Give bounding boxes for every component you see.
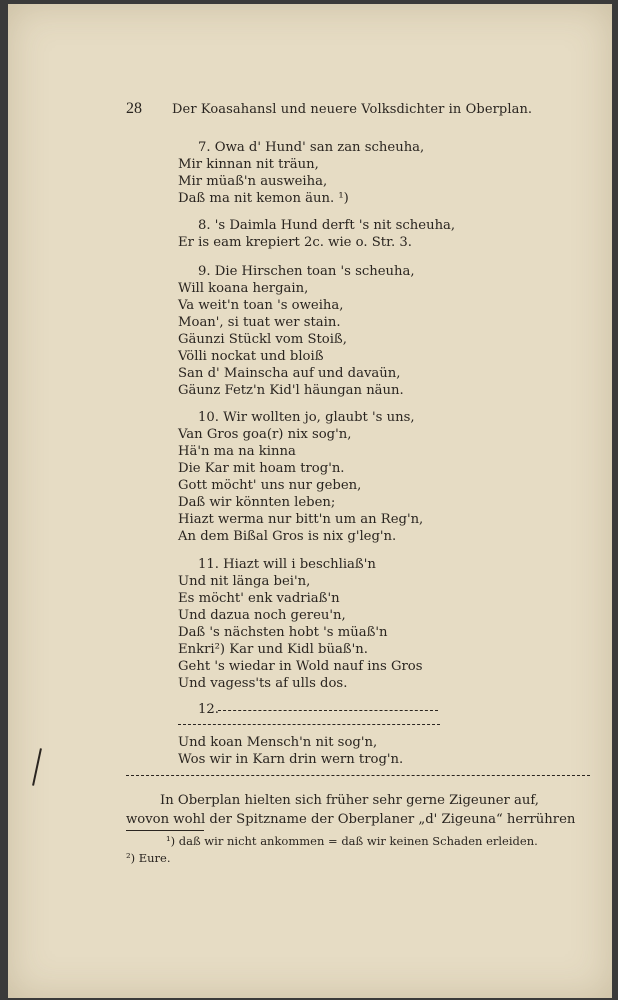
omission-dashes	[178, 724, 440, 725]
footnote: ²) Eure.	[126, 851, 171, 865]
verse-line: Wos wir in Karn drin wern trog'n.	[178, 752, 404, 767]
verse-line: Und vagess'ts af ulls dos.	[178, 676, 348, 691]
verse-line: 7. Owa d' Hund' san zan scheuha,	[198, 140, 425, 155]
stanza-9	[178, 263, 415, 399]
prose-line: In Oberplan hielten sich früher sehr gerne Zigeuner auf,	[160, 793, 539, 808]
verse-line: 8. 's Daimla Hund derft 's nit scheuha,	[198, 218, 456, 233]
verse-line: Gott möcht' uns nur geben,	[178, 478, 362, 493]
verse-line: Und nit länga bei'n,	[178, 574, 311, 589]
verse-line: Hiazt werma nur bitt'n um an Reg'n,	[178, 512, 424, 527]
verse-line: Geht 's wiedar in Wold nauf ins Gros	[178, 659, 423, 674]
verse-line: Van Gros goa(r) nix sog'n,	[178, 427, 352, 442]
verse-line: Die Kar mit hoam trog'n.	[178, 461, 345, 476]
verse-line: San d' Mainscha auf und davaün,	[178, 366, 401, 381]
page-number: 28	[126, 100, 142, 117]
verse-line: Er is eam krepiert 2c. wie o. Str. 3.	[178, 235, 412, 250]
verse-line: Und dazua noch gereu'n,	[178, 608, 346, 623]
verse-line: Enkri²) Kar und Kidl büaß'n.	[178, 642, 368, 657]
section-separator	[126, 775, 590, 776]
verse-line: 9. Die Hirschen toan 's scheuha,	[198, 264, 415, 279]
prose-paragraph	[126, 791, 576, 829]
verse-line: 11. Hiazt will i beschliaß'n	[198, 557, 376, 572]
verse-line: Daß wir könnten leben;	[178, 495, 336, 510]
stanza-8	[178, 217, 455, 251]
verse-line: Mir kinnan nit träun,	[178, 157, 319, 172]
stanza-11	[178, 556, 423, 692]
verse-line: Mir müaß'n ausweiha,	[178, 174, 328, 189]
verse-line: Und koan Mensch'n nit sog'n,	[178, 735, 378, 750]
verse-line: Va weit'n toan 's oweiha,	[178, 298, 344, 313]
verse-line: Daß 's nächsten hobt 's müaß'n	[178, 625, 388, 640]
verse-line: Gäunzi Stückl vom Stoiß,	[178, 332, 347, 347]
verse-line: Will koana hergain,	[178, 281, 309, 296]
omission-dashes	[218, 710, 438, 711]
footnotes	[126, 833, 576, 867]
footnote: ¹) daß wir nicht ankommen = daß wir keinen Schaden erleiden.	[166, 834, 538, 848]
verse-line: Moan', si tuat wer stain.	[178, 315, 341, 330]
stanza-number: 12.	[198, 702, 219, 717]
prose-line: wovon wohl der Spitzname der Oberplaner „d' Zigeuna“ herrühren	[126, 812, 576, 827]
verse-line: Daß ma nit kemon äun. ¹)	[178, 191, 349, 206]
stanza-12-lines	[178, 734, 403, 768]
stanza-12	[178, 701, 219, 718]
stanza-10	[178, 409, 423, 545]
stanza-7	[178, 139, 424, 207]
verse-line: An dem Bißal Gros is nix g'leg'n.	[178, 529, 397, 544]
verse-line: Gäunz Fetz'n Kid'l häungan näun.	[178, 383, 404, 398]
verse-line: Hä'n ma na kinna	[178, 444, 296, 459]
verse-line: Es möcht' enk vadriaß'n	[178, 591, 340, 606]
verse-line: 10. Wir wollten jo, glaubt 's uns,	[198, 410, 415, 425]
verse-line: Völli nockat und bloiß	[178, 349, 324, 364]
running-title: Der Koasahansl und neuere Volksdichter in Oberplan.	[172, 102, 533, 117]
running-head	[126, 100, 566, 118]
footnote-rule	[126, 830, 204, 831]
